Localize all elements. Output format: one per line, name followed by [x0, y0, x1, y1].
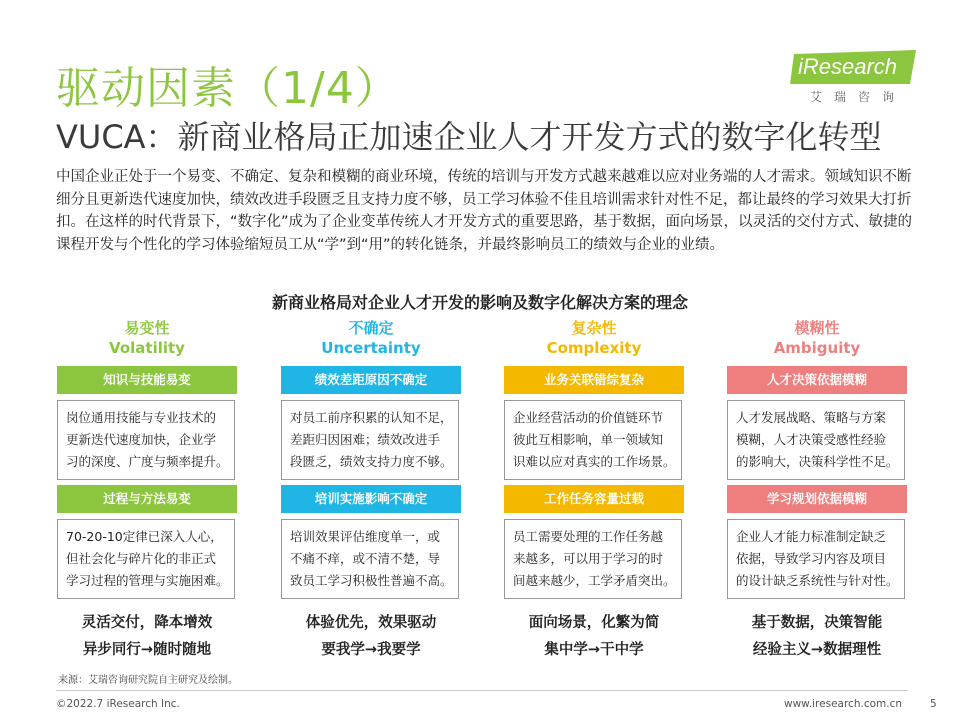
- column-bar-2: 培训实施影响不确定: [281, 485, 461, 513]
- column-bar-2: 工作任务容量过载: [504, 485, 684, 513]
- summary-line: 异步同行→随时随地: [82, 642, 212, 658]
- box-line: 但社会化与碎片化的非正式: [66, 551, 217, 566]
- summary-volatility: [47, 610, 247, 664]
- box-line: 的影响大，决策科学性不足。: [736, 454, 899, 469]
- box-line: 学习过程的管理与实施困难。: [66, 573, 229, 588]
- box-line: 识难以应对真实的工作场景。: [513, 454, 676, 469]
- summary-ambiguity: [717, 610, 917, 664]
- box-line: 习的深度、广度与频率提升。: [66, 454, 229, 469]
- source-note: 来源：艾瑞咨询研究院自主研究及绘制。: [58, 675, 238, 686]
- logo-text: iResearch: [798, 54, 898, 79]
- column-box-1: [281, 400, 459, 480]
- box-line: 致员工学习积极性普遍不高。: [290, 573, 453, 588]
- column-en-title: Ambiguity: [773, 339, 861, 357]
- summary-complexity: [494, 610, 694, 664]
- column-box-2: [57, 519, 235, 599]
- column-box-1: [504, 400, 682, 480]
- box-line: 段匮乏，绩效支持力度不够。: [290, 454, 453, 469]
- column-uncertainty: [281, 318, 461, 588]
- page-subtitle: VUCA：新商业格局正加速企业人才开发方式的数字化转型: [56, 118, 882, 156]
- summary-line: 面向场景，化繁为简: [528, 615, 660, 631]
- column-bar-1: 业务关联错综复杂: [504, 366, 684, 394]
- column-box-1: [57, 400, 235, 480]
- summary-line: 要我学→我要学: [321, 642, 421, 658]
- column-box-1: [727, 400, 905, 480]
- box-line: 间越来越少，工学矛盾突出。: [513, 573, 676, 588]
- summary-line: 集中学→干中学: [544, 642, 644, 658]
- column-cn-title: 模糊性: [794, 319, 840, 337]
- column-bar-2: 过程与方法易变: [57, 485, 237, 513]
- column-cn-title: 复杂性: [571, 319, 617, 337]
- column-en-title: Uncertainty: [321, 339, 421, 357]
- box-line: 对员工前序积累的认知不足，: [290, 410, 453, 425]
- page-number: 5: [930, 698, 937, 710]
- box-line: 企业经营活动的价值链环节: [513, 410, 664, 425]
- box-line: 70-20-10定律已深入人心，: [66, 529, 223, 544]
- footer-divider: [56, 690, 908, 691]
- box-line: 不痛不痒，或不清不楚，导: [290, 551, 441, 566]
- intro-paragraph: 中国企业正处于一个易变、不确定、复杂和模糊的商业环境，传统的培训与开发方式越来越难以应对业务端的人才需求。领域知识不断细分且更新迭代速度加快，绩效改进手段匮乏且支持力度不够，员工学习体验不佳且培训需求针对性不足，都让最终的学习效果大打折扣。在这样的时代背景下，“数字化”成为了企业变革传统人才开发方式的重要思路，基于数据，面向场景，以灵活的交付方式、敏捷的课程开发与个性化的学习体验缩短员工从“学”到“用”的转化链条，并最终影响员工的绩效与企业的业绩。: [56, 169, 913, 253]
- box-line: 模糊，人才决策受感性经验: [736, 432, 887, 447]
- box-line: 彼此互相影响，单一领域知: [513, 432, 664, 447]
- page-title: 驱动因素（1/4）: [56, 63, 400, 114]
- section-title: 新商业格局对企业人才开发的影响及数字化解决方案的理念: [271, 293, 688, 312]
- box-line: 岗位通用技能与专业技术的: [66, 410, 217, 425]
- summary-uncertainty: [271, 610, 471, 664]
- column-bar-1: 绩效差距原因不确定: [281, 366, 461, 394]
- box-line: 人才发展战略、策略与方案: [736, 410, 887, 425]
- box-line: 更新迭代速度加快，企业学: [66, 432, 217, 447]
- summary-line: 基于数据，决策智能: [751, 615, 883, 631]
- box-line: 依据，导致学习内容及项目: [736, 551, 887, 566]
- column-volatility: [57, 318, 237, 588]
- box-line: 员工需要处理的工作任务越: [513, 529, 664, 544]
- box-line: 的设计缺乏系统性与针对性。: [736, 573, 899, 588]
- logo-cn-text: 艾瑞咨询: [810, 90, 907, 104]
- column-cn-title: 易变性: [124, 319, 170, 337]
- column-en-title: Complexity: [546, 339, 642, 357]
- column-box-2: [727, 519, 905, 599]
- box-line: 培训效果评估维度单一，或: [290, 529, 441, 544]
- column-bar-1: 知识与技能易变: [57, 366, 237, 394]
- copyright: ©2022.7 iResearch Inc.: [56, 698, 180, 710]
- column-bar-2: 学习规划依据模糊: [727, 485, 907, 513]
- column-bar-1: 人才决策依据模糊: [727, 366, 907, 394]
- column-complexity: [504, 318, 684, 588]
- column-box-2: [504, 519, 682, 599]
- column-en-title: Volatility: [109, 339, 185, 357]
- box-line: 差距归因困难；绩效改进手: [290, 432, 441, 447]
- summary-line: 体验优先，效果驱动: [305, 615, 437, 631]
- column-ambiguity: [727, 318, 907, 588]
- column-cn-title: 不确定: [348, 319, 394, 337]
- website-link[interactable]: www.iresearch.com.cn: [784, 698, 903, 710]
- box-line: 来越多，可以用于学习的时: [513, 551, 664, 566]
- summary-line: 经验主义→数据理性: [752, 642, 882, 658]
- iresearch-logo: [790, 50, 920, 106]
- summary-line: 灵活交付，降本增效: [81, 615, 213, 631]
- column-box-2: [281, 519, 459, 599]
- box-line: 企业人才能力标准制定缺乏: [736, 529, 887, 544]
